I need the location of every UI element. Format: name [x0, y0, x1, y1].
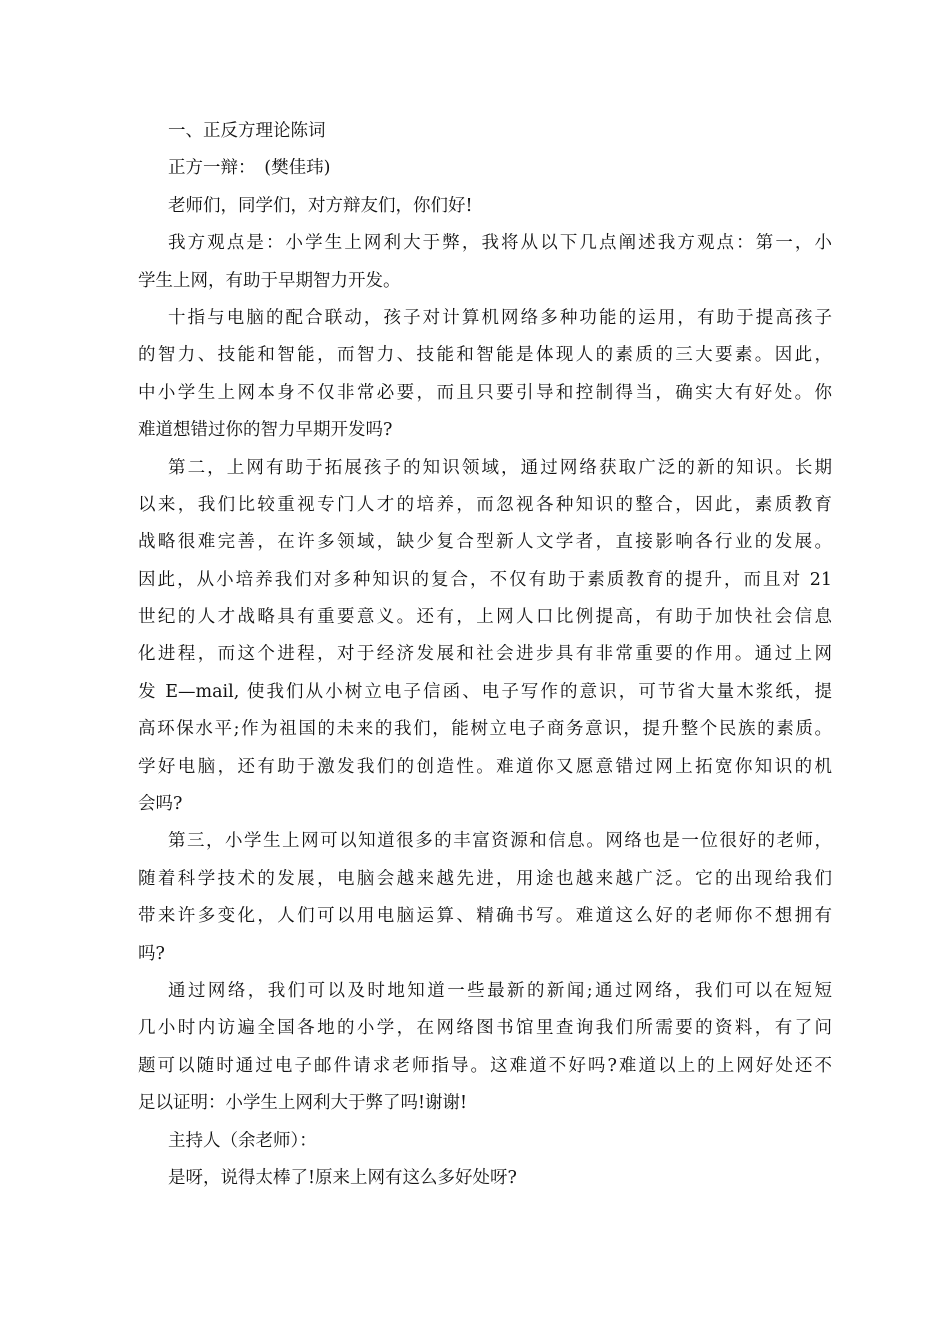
text-line: 难道想错过你的智力早期开发吗?	[138, 420, 393, 441]
text-line: 因此，从小培养我们对多种知识的复合，不仅有助于素质教育的提升，而且对 21	[138, 569, 832, 590]
text-line: 足以证明：小学生上网利大于弊了吗!谢谢!	[138, 1093, 468, 1114]
text-line: 化进程，而这个进程，对于经济发展和社会进步具有非常重要的作用。通过上网	[138, 644, 832, 665]
text-line: 学好电脑，还有助于激发我们的创造性。难道你又愿意错过网上拓宽你知识的机	[138, 756, 832, 777]
text-line: 题可以随时通过电子邮件请求老师指导。这难道不好吗?难道以上的上网好处还不	[138, 1055, 832, 1076]
text-line: 第二，上网有助于拓展孩子的知识领域，通过网络获取广泛的新的知识。长期	[168, 457, 832, 478]
text-line: 一、正反方理论陈词	[168, 121, 326, 141]
text-line: 我方观点是：小学生上网利大于弊，我将从以下几点阐述我方观点：第一，小	[168, 233, 832, 254]
document-body	[138, 113, 832, 1197]
text-line: 吗?	[138, 943, 165, 964]
text-line: 主持人（余老师）：	[168, 1130, 317, 1151]
text-line: 会吗?	[138, 794, 183, 815]
text-line: 以来，我们比较重视专门人才的培养，而忽视各种知识的整合，因此，素质教育	[138, 494, 832, 515]
text-line: 的智力、技能和智能，而智力、技能和智能是体现人的素质的三大要素。因此，	[138, 345, 832, 366]
text-line: 是呀，说得太棒了!原来上网有这么多好处呀?	[168, 1167, 517, 1188]
text-line: 通过网络，我们可以及时地知道一些最新的新闻;通过网络，我们可以在短短	[168, 980, 832, 1001]
text-line: 十指与电脑的配合联动，孩子对计算机网络多种功能的运用，有助于提高孩子	[168, 307, 832, 328]
text-line: 学生上网，有助于早期智力开发。	[138, 270, 401, 291]
text-line: 带来许多变化，人们可以用电脑运算、精确书写。难道这么好的老师你不想拥有	[138, 906, 832, 927]
text-line: 世纪的人才战略具有重要意义。还有，上网人口比例提高，有助于加快社会信息	[138, 607, 832, 628]
text-line: 发 E—mail, 使我们从小树立电子信函、电子写作的意识，可节省大量木浆纸，提	[138, 681, 832, 702]
text-line: 几小时内访遍全国各地的小学，在网络图书馆里查询我们所需要的资料，有了问	[138, 1018, 832, 1039]
text-line: 随着科学技术的发展，电脑会越来越先进，用途也越来越广泛。它的出现给我们	[138, 868, 832, 889]
text-line: 高环保水平;作为祖国的未来的我们，能树立电子商务意识，提升整个民族的素质。	[138, 719, 832, 740]
text-line: 老师们，同学们，对方辩友们，你们好!	[168, 195, 473, 216]
text-line: 中小学生上网本身不仅非常必要，而且只要引导和控制得当，确实大有好处。你	[138, 382, 832, 403]
text-line: 正方一辩： (樊佳玮)	[168, 158, 331, 179]
text-line: 第三，小学生上网可以知道很多的丰富资源和信息。网络也是一位很好的老师，	[168, 831, 832, 852]
text-line: 战略很难完善，在许多领域，缺少复合型新人文学者，直接影响各行业的发展。	[138, 532, 832, 553]
